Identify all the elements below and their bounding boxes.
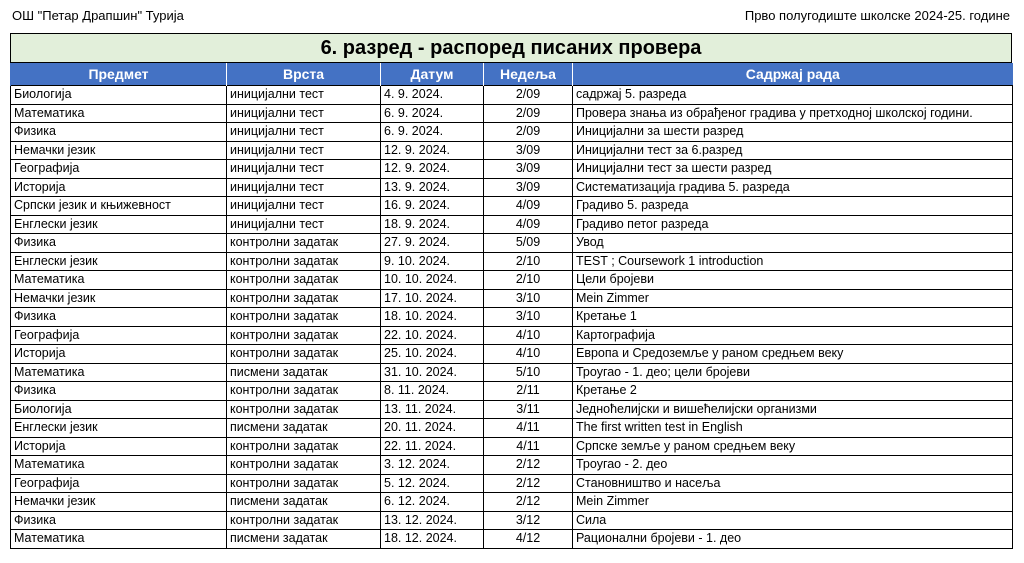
subject-cell: Физика [11, 123, 227, 142]
table-row [11, 530, 1013, 549]
subject-cell: Историја [11, 178, 227, 197]
week-cell: 2/11 [484, 382, 573, 401]
type-cell: иницијални тест [227, 123, 381, 142]
subject-cell: Физика [11, 382, 227, 401]
date-cell: 22. 11. 2024. [381, 437, 484, 456]
type-cell: контролни задатак [227, 234, 381, 253]
column-header-content: Садржај рада [573, 63, 1013, 86]
content-cell: Кретање 2 [573, 382, 1013, 401]
week-cell: 3/12 [484, 511, 573, 530]
week-cell: 3/09 [484, 160, 573, 179]
table-row [11, 197, 1013, 216]
subject-cell: Српски језик и књижевност [11, 197, 227, 216]
content-cell: садржај 5. разреда [573, 86, 1013, 105]
content-cell: Цели бројеви [573, 271, 1013, 290]
date-cell: 5. 12. 2024. [381, 474, 484, 493]
type-cell: иницијални тест [227, 141, 381, 160]
subject-cell: Географија [11, 326, 227, 345]
content-cell: The first written test in English [573, 419, 1013, 438]
date-cell: 10. 10. 2024. [381, 271, 484, 290]
table-row [11, 419, 1013, 438]
date-cell: 6. 9. 2024. [381, 123, 484, 142]
subject-cell: Енглески језик [11, 215, 227, 234]
week-cell: 2/12 [484, 456, 573, 475]
type-cell: писмени задатак [227, 419, 381, 438]
table-row [11, 474, 1013, 493]
type-cell: контролни задатак [227, 271, 381, 290]
subject-cell: Немачки језик [11, 141, 227, 160]
date-cell: 6. 12. 2024. [381, 493, 484, 512]
content-cell: Становништво и насеља [573, 474, 1013, 493]
type-cell: контролни задатак [227, 511, 381, 530]
week-cell: 4/11 [484, 419, 573, 438]
week-cell: 2/12 [484, 493, 573, 512]
date-cell: 6. 9. 2024. [381, 104, 484, 123]
content-cell: Европа и Средоземље у раном средњем веку [573, 345, 1013, 364]
date-cell: 13. 9. 2024. [381, 178, 484, 197]
table-row [11, 289, 1013, 308]
week-cell: 4/12 [484, 530, 573, 549]
content-cell: Иницијални тест за шести разред [573, 160, 1013, 179]
week-cell: 3/09 [484, 141, 573, 160]
subject-cell: Биологија [11, 400, 227, 419]
week-cell: 2/09 [484, 86, 573, 105]
subject-cell: Географија [11, 474, 227, 493]
table-row [11, 141, 1013, 160]
week-cell: 4/09 [484, 215, 573, 234]
content-cell: Градиво 5. разреда [573, 197, 1013, 216]
subject-cell: Математика [11, 271, 227, 290]
date-cell: 16. 9. 2024. [381, 197, 484, 216]
type-cell: контролни задатак [227, 382, 381, 401]
date-cell: 18. 9. 2024. [381, 215, 484, 234]
table-row [11, 437, 1013, 456]
table-row [11, 104, 1013, 123]
date-cell: 4. 9. 2024. [381, 86, 484, 105]
content-cell: Троугао - 1. део; цели бројеви [573, 363, 1013, 382]
content-cell: Троугао - 2. део [573, 456, 1013, 475]
type-cell: писмени задатак [227, 530, 381, 549]
week-cell: 2/10 [484, 252, 573, 271]
type-cell: контролни задатак [227, 308, 381, 327]
subject-cell: Математика [11, 104, 227, 123]
week-cell: 2/12 [484, 474, 573, 493]
content-cell: Рационални бројеви - 1. део [573, 530, 1013, 549]
content-cell: Иницијални тест за 6.разред [573, 141, 1013, 160]
subject-cell: Историја [11, 437, 227, 456]
subject-cell: Географија [11, 160, 227, 179]
week-cell: 3/10 [484, 308, 573, 327]
schedule-sheet [10, 33, 1012, 549]
week-cell: 4/09 [484, 197, 573, 216]
content-cell: Систематизација градива 5. разреда [573, 178, 1013, 197]
date-cell: 12. 9. 2024. [381, 141, 484, 160]
type-cell: иницијални тест [227, 86, 381, 105]
content-cell: Иницијални за шести разред [573, 123, 1013, 142]
table-row [11, 234, 1013, 253]
content-cell: Провера знања из обрађеног градива у претходној школској години. [573, 104, 1013, 123]
date-cell: 18. 10. 2024. [381, 308, 484, 327]
content-cell: Градиво петог разреда [573, 215, 1013, 234]
subject-cell: Физика [11, 511, 227, 530]
week-cell: 5/10 [484, 363, 573, 382]
school-name: ОШ "Петар Драпшин" Турија [12, 8, 184, 23]
subject-cell: Математика [11, 363, 227, 382]
date-cell: 17. 10. 2024. [381, 289, 484, 308]
table-row [11, 456, 1013, 475]
table-row [11, 326, 1013, 345]
type-cell: контролни задатак [227, 400, 381, 419]
subject-cell: Физика [11, 308, 227, 327]
type-cell: писмени задатак [227, 493, 381, 512]
content-cell: Mein Zimmer [573, 289, 1013, 308]
content-cell: Кретање 1 [573, 308, 1013, 327]
column-header-subject: Предмет [11, 63, 227, 86]
content-cell: Српске земље у раном средњем веку [573, 437, 1013, 456]
type-cell: иницијални тест [227, 215, 381, 234]
content-cell: Једноћелијски и вишећелијски организми [573, 400, 1013, 419]
date-cell: 25. 10. 2024. [381, 345, 484, 364]
type-cell: контролни задатак [227, 345, 381, 364]
date-cell: 13. 11. 2024. [381, 400, 484, 419]
type-cell: контролни задатак [227, 326, 381, 345]
term-label: Прво полугодиште школске 2024-25. године [744, 8, 1010, 23]
week-cell: 4/11 [484, 437, 573, 456]
week-cell: 3/10 [484, 289, 573, 308]
table-row [11, 123, 1013, 142]
type-cell: контролни задатак [227, 474, 381, 493]
table-row [11, 382, 1013, 401]
table-row [11, 160, 1013, 179]
week-cell: 2/09 [484, 123, 573, 142]
table-header-row [11, 63, 1013, 86]
type-cell: контролни задатак [227, 456, 381, 475]
table-row [11, 178, 1013, 197]
table-row [11, 345, 1013, 364]
table-row [11, 215, 1013, 234]
date-cell: 12. 9. 2024. [381, 160, 484, 179]
week-cell: 4/10 [484, 345, 573, 364]
type-cell: иницијални тест [227, 160, 381, 179]
date-cell: 9. 10. 2024. [381, 252, 484, 271]
table-row [11, 400, 1013, 419]
type-cell: иницијални тест [227, 178, 381, 197]
table-row [11, 252, 1013, 271]
type-cell: контролни задатак [227, 252, 381, 271]
type-cell: иницијални тест [227, 197, 381, 216]
column-header-date: Датум [381, 63, 484, 86]
table-row [11, 271, 1013, 290]
subject-cell: Математика [11, 456, 227, 475]
week-cell: 3/11 [484, 400, 573, 419]
content-cell: Mein Zimmer [573, 493, 1013, 512]
week-cell: 2/09 [484, 104, 573, 123]
date-cell: 18. 12. 2024. [381, 530, 484, 549]
date-cell: 20. 11. 2024. [381, 419, 484, 438]
content-cell: Картографија [573, 326, 1013, 345]
table-row [11, 363, 1013, 382]
date-cell: 22. 10. 2024. [381, 326, 484, 345]
content-cell: TEST ; Coursework 1 introduction [573, 252, 1013, 271]
table-row [11, 493, 1013, 512]
week-cell: 4/10 [484, 326, 573, 345]
week-cell: 2/10 [484, 271, 573, 290]
type-cell: писмени задатак [227, 363, 381, 382]
date-cell: 27. 9. 2024. [381, 234, 484, 253]
table-row [11, 511, 1013, 530]
column-header-week: Недеља [484, 63, 573, 86]
column-header-type: Врста [227, 63, 381, 86]
table-row [11, 86, 1013, 105]
content-cell: Сила [573, 511, 1013, 530]
type-cell: контролни задатак [227, 289, 381, 308]
subject-cell: Физика [11, 234, 227, 253]
subject-cell: Немачки језик [11, 493, 227, 512]
content-cell: Увод [573, 234, 1013, 253]
week-cell: 3/09 [484, 178, 573, 197]
table-row [11, 308, 1013, 327]
subject-cell: Енглески језик [11, 252, 227, 271]
subject-cell: Енглески језик [11, 419, 227, 438]
date-cell: 13. 12. 2024. [381, 511, 484, 530]
subject-cell: Немачки језик [11, 289, 227, 308]
schedule-table [10, 63, 1013, 549]
date-cell: 31. 10. 2024. [381, 363, 484, 382]
subject-cell: Математика [11, 530, 227, 549]
subject-cell: Биологија [11, 86, 227, 105]
page-title: 6. разред - распоред писаних провера [10, 33, 1012, 63]
type-cell: контролни задатак [227, 437, 381, 456]
week-cell: 5/09 [484, 234, 573, 253]
subject-cell: Историја [11, 345, 227, 364]
date-cell: 3. 12. 2024. [381, 456, 484, 475]
date-cell: 8. 11. 2024. [381, 382, 484, 401]
type-cell: иницијални тест [227, 104, 381, 123]
table-body [11, 86, 1013, 549]
